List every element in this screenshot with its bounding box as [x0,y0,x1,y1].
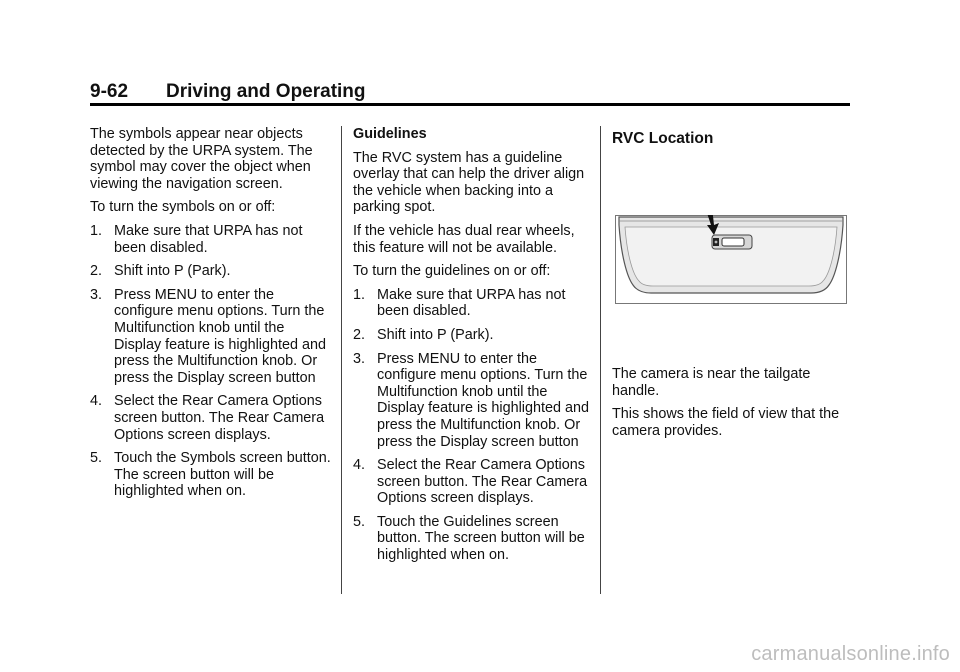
step-number: 1. [90,222,103,239]
step-text: Press MENU to enter the configure menu options. Turn the Multifunction knob until the Display feature is highlighted and press the Multifunction knob. Or press the Display screen button [377,350,589,450]
step-number: 4. [90,393,103,410]
step-number: 1. [353,286,366,303]
step-text: Make sure that URPA has not been disabled. [114,222,303,256]
step-text: Touch the Symbols screen button. The screen button will be highlighted when on. [114,450,331,500]
step-text: Make sure that URPA has not been disabled. [377,286,566,320]
step-number: 2. [353,326,366,343]
watermark: carmanualsonline.info [751,643,950,665]
column-symbols [90,126,335,507]
tailgate-camera-icon [615,215,847,304]
list-item [353,287,593,320]
column-rvc-location [612,366,852,446]
header-rule [90,103,850,106]
camera-lens [715,241,718,244]
rvc-field-of-view-text: This shows the field of view that the camera provides. [612,406,840,439]
symbols-lead: To turn the symbols on or off: [90,199,276,216]
page-header [90,81,850,105]
tailgate-handle [722,238,744,246]
rvc-location-text: The camera is near the tailgate handle. [612,366,811,399]
step-text: Shift into P (Park). [114,263,231,280]
step-number: 4. [353,457,366,474]
step-number: 5. [90,450,103,467]
page-number: 9-62 [90,81,129,102]
column-divider [341,126,342,594]
symbols-steps [90,223,335,500]
step-text: Select the Rear Camera Options screen button. The Rear Camera Options screen displays. [114,393,325,443]
guidelines-lead: To turn the guidelines on or off: [353,263,551,280]
step-text: Press MENU to enter the configure menu options. Turn the Multifunction knob until the Display feature is highlighted and press the Multifunction knob. Or press the Display screen button [114,286,326,386]
guidelines-steps [353,287,593,564]
list-item [353,327,593,344]
list-item [353,351,593,451]
column-divider [600,126,601,594]
section-title: Driving and Operating [166,81,366,102]
step-number: 3. [90,286,103,303]
step-number: 2. [90,263,103,280]
guidelines-intro: The RVC system has a guideline overlay that can help the driver align the vehicle when backing into a parking spot. [353,149,585,216]
list-item [90,450,335,500]
step-number: 5. [353,513,366,530]
step-number: 3. [353,350,366,367]
list-item [90,287,335,387]
step-text: Shift into P (Park). [377,326,494,343]
step-text: Touch the Guidelines screen button. The screen button will be highlighted when on. [377,513,585,564]
list-item [90,263,335,280]
list-item [90,393,335,443]
list-item [90,223,335,256]
list-item [353,514,593,564]
symbols-intro: The symbols appear near objects detected by the URPA system. The symbol may cover the object when viewing the navigation screen. [90,126,313,192]
column-guidelines [353,126,593,571]
guidelines-note: If the vehicle has dual rear wheels, this feature will not be available. [353,222,575,256]
list-item [353,457,593,507]
guidelines-heading: Guidelines [353,126,427,142]
rvc-location-heading: RVC Location [612,130,714,147]
step-text: Select the Rear Camera Options screen button. The Rear Camera Options screen displays. [377,457,588,507]
